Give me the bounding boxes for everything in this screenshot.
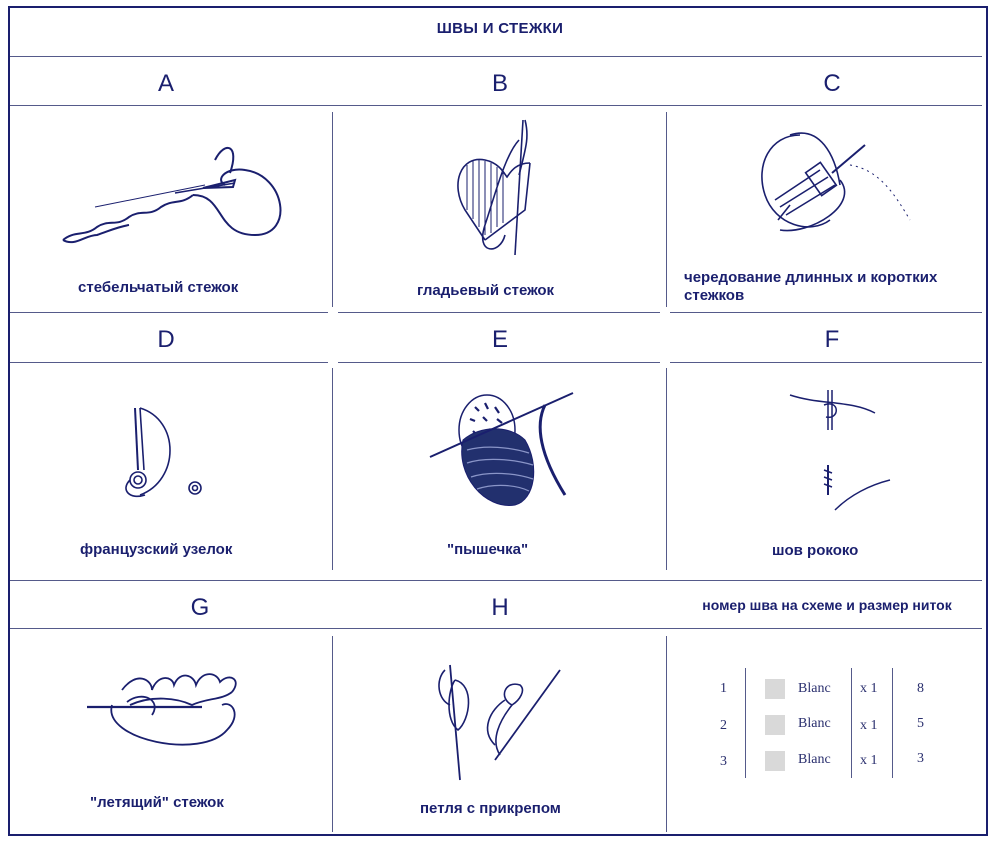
divider	[10, 362, 328, 363]
legend-size: 3	[917, 751, 924, 766]
divider	[10, 628, 982, 629]
divider	[338, 312, 660, 313]
stitch-letter-h: H	[491, 594, 509, 621]
rococo-stitch-illustration	[780, 385, 900, 520]
stitch-letter-b: B	[491, 70, 508, 97]
column-divider	[666, 112, 667, 307]
column-divider	[332, 368, 333, 570]
legend-number: 1	[720, 681, 727, 696]
legend-title: номер шва на схеме и размер ниток	[702, 597, 952, 613]
stitch-letter-d: D	[157, 326, 175, 353]
divider	[10, 105, 982, 106]
legend-number: 3	[720, 754, 727, 769]
legend-color: Blanc	[798, 681, 831, 696]
column-divider	[666, 368, 667, 570]
column-divider	[666, 636, 667, 832]
divider	[10, 56, 982, 57]
lazy-daisy-illustration	[420, 660, 570, 785]
color-swatch	[765, 715, 785, 735]
legend-color: Blanc	[798, 752, 831, 767]
stitch-caption-b: гладьевый стежок	[417, 282, 555, 299]
legend-divider	[892, 668, 893, 778]
divider	[338, 362, 660, 363]
page-title: ШВЫ И СТЕЖКИ	[436, 20, 564, 37]
legend-divider	[745, 668, 746, 778]
stitch-caption-d: французский узелок	[80, 541, 233, 558]
stitch-letter-g: G	[190, 594, 210, 621]
stitch-letter-e: E	[491, 326, 508, 353]
divider	[10, 580, 982, 581]
legend-number: 2	[720, 718, 727, 733]
satin-stitch-illustration	[445, 115, 555, 265]
stitch-caption-e: "пышечка"	[447, 541, 529, 558]
legend-count: x 1	[860, 681, 878, 696]
stitch-caption-f: шов рококо	[772, 542, 859, 559]
stitch-caption-c: чередование длинных и коротких стежков	[684, 269, 938, 304]
french-knot-illustration	[110, 400, 220, 510]
stem-stitch-illustration	[55, 135, 295, 255]
long-short-stitch-illustration	[750, 125, 920, 240]
legend-size: 8	[917, 681, 924, 696]
stitch-caption-h: петля с прикрепом	[420, 800, 561, 817]
stitch-caption-g: "летящий" стежок	[90, 794, 224, 811]
legend-count: x 1	[860, 718, 878, 733]
padded-satin-illustration	[425, 385, 580, 515]
color-swatch	[765, 751, 785, 771]
column-divider	[332, 112, 333, 307]
stitch-letter-a: A	[157, 70, 174, 97]
divider	[10, 312, 328, 313]
legend-color: Blanc	[798, 716, 831, 731]
stitch-letter-f: F	[824, 326, 840, 353]
legend-count: x 1	[860, 753, 878, 768]
column-divider	[332, 636, 333, 832]
legend-size: 5	[917, 716, 924, 731]
fly-stitch-illustration	[82, 660, 257, 770]
stitch-letter-c: C	[823, 70, 841, 97]
divider	[670, 362, 982, 363]
divider	[670, 312, 982, 313]
color-swatch	[765, 679, 785, 699]
stitch-caption-a: стебельчатый стежок	[78, 279, 239, 296]
legend-divider	[851, 668, 852, 778]
